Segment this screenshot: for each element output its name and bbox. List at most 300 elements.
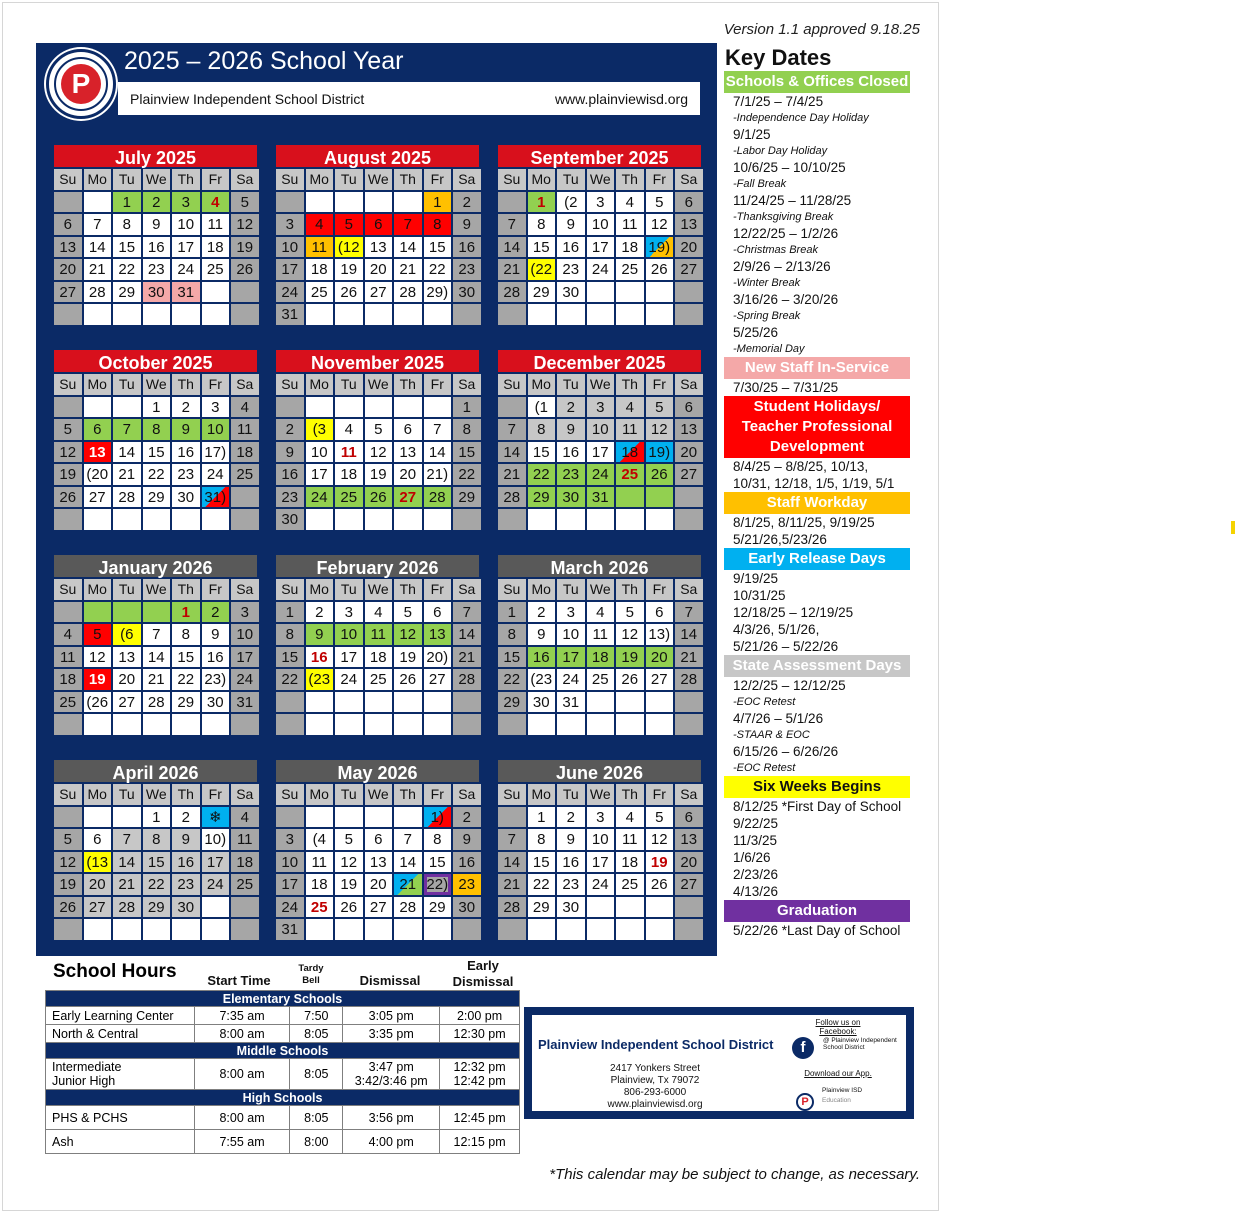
day-cell: 24	[230, 668, 260, 691]
empty-day-cell	[393, 396, 423, 419]
empty-day-cell	[497, 806, 527, 829]
key-date-note: -Memorial Day	[733, 343, 805, 355]
day-cell: 15	[527, 851, 557, 874]
app-label: Download our App.	[804, 1069, 872, 1078]
page-title: 2025 – 2026 School Year	[124, 47, 404, 75]
empty-day-cell	[83, 191, 113, 214]
key-date: 10/31, 12/18, 1/5, 1/19, 5/1	[733, 476, 895, 491]
weekday-header: Fr	[201, 373, 231, 396]
empty-day-cell	[112, 303, 142, 326]
day-cell: 13	[674, 418, 704, 441]
day-cell: 17	[230, 646, 260, 669]
day-cell: 8	[112, 213, 142, 236]
empty-day-cell	[393, 508, 423, 531]
empty-day-cell	[423, 691, 453, 714]
day-cell: 17	[275, 873, 305, 896]
facebook-icon[interactable]: f	[792, 1037, 814, 1059]
empty-day-cell	[423, 918, 453, 941]
empty-day-cell	[53, 191, 83, 214]
day-cell: 5	[230, 191, 260, 214]
weekday-header: Tu	[556, 168, 586, 191]
key-legend-header: Student Holidays/ Teacher Professional Development	[724, 396, 910, 458]
hours-cell: 8:00 am	[194, 1059, 290, 1090]
weekday-header: Fr	[423, 373, 453, 396]
day-cell: 30	[452, 896, 482, 919]
month-title: June 2026	[497, 759, 702, 783]
day-cell: 13	[364, 236, 394, 259]
day-cell: 24	[334, 668, 364, 691]
key-date: 7/30/25 – 7/31/25	[733, 380, 839, 395]
day-cell: 24	[201, 873, 231, 896]
weekday-header: Mo	[83, 578, 113, 601]
day-cell: 27	[423, 668, 453, 691]
day-cell: 7	[142, 623, 172, 646]
hours-row	[46, 1130, 520, 1154]
empty-day-cell	[305, 713, 335, 736]
day-cell: 16	[556, 851, 586, 874]
empty-day-cell	[645, 281, 675, 304]
month-january-2026	[52, 553, 259, 737]
weekday-header: Th	[615, 373, 645, 396]
day-cell: 21	[497, 873, 527, 896]
empty-day-cell	[334, 918, 364, 941]
day-cell: 11	[334, 441, 364, 464]
day-cell: 15	[527, 236, 557, 259]
day-cell: 20)	[423, 646, 453, 669]
weekday-header: Th	[171, 578, 201, 601]
day-cell: 28	[497, 896, 527, 919]
day-cell: 30	[171, 486, 201, 509]
weekday-header: Fr	[423, 168, 453, 191]
col-tardy: Tardy Bell	[298, 963, 324, 986]
day-cell: 10	[275, 851, 305, 874]
empty-day-cell	[615, 508, 645, 531]
empty-day-cell	[497, 508, 527, 531]
day-cell: 29	[112, 281, 142, 304]
hours-cell: 8:05	[290, 1106, 343, 1130]
empty-day-cell	[497, 396, 527, 419]
day-cell: 20	[393, 463, 423, 486]
empty-day-cell	[645, 713, 675, 736]
key-legend-header: Graduation	[724, 900, 910, 922]
weekday-header: Tu	[556, 578, 586, 601]
day-cell: 5	[53, 828, 83, 851]
day-cell: 16	[305, 646, 335, 669]
school-hours-title: School Hours	[53, 961, 177, 982]
day-cell: 11	[53, 646, 83, 669]
key-date: 12/2/25 – 12/12/25	[733, 678, 846, 693]
day-cell: 27	[645, 668, 675, 691]
key-date-note: -STAAR & EOC	[733, 729, 810, 741]
day-cell: 1	[527, 806, 557, 829]
weekday-header: Th	[615, 783, 645, 806]
day-cell: 12	[53, 851, 83, 874]
school-name: North & Central	[46, 1025, 195, 1043]
hours-row	[46, 1106, 520, 1130]
month-title: February 2026	[275, 554, 480, 578]
weekday-header: Mo	[83, 168, 113, 191]
hours-cell: 12:15 pm	[440, 1130, 520, 1154]
day-cell: 16	[527, 646, 557, 669]
day-cell: 22	[112, 258, 142, 281]
day-cell: 7	[423, 418, 453, 441]
empty-day-cell	[201, 918, 231, 941]
day-cell: 26	[53, 896, 83, 919]
day-cell: 9	[556, 213, 586, 236]
day-cell: 8	[142, 418, 172, 441]
day-cell: 30	[556, 486, 586, 509]
day-cell: 14	[497, 236, 527, 259]
day-cell: 19	[53, 873, 83, 896]
hours-section-header: High Schools	[46, 1090, 520, 1106]
school-hours	[45, 958, 520, 1154]
day-cell: 2	[527, 601, 557, 624]
day-cell: (6	[112, 623, 142, 646]
month-november-2025	[274, 348, 481, 532]
day-cell: 28	[393, 896, 423, 919]
key-date: 3/16/26 – 3/20/26	[733, 292, 839, 307]
empty-day-cell	[230, 486, 260, 509]
weekday-header: We	[364, 373, 394, 396]
day-cell: 14	[393, 236, 423, 259]
day-cell: 14	[142, 646, 172, 669]
empty-day-cell	[452, 691, 482, 714]
day-cell: 29	[142, 896, 172, 919]
day-cell: 10	[275, 236, 305, 259]
weekday-header: Tu	[334, 373, 364, 396]
day-cell: 31	[275, 918, 305, 941]
key-date-note: -EOC Retest	[733, 696, 796, 708]
key-date: 11/3/25	[733, 833, 778, 848]
col-early: Early Dismissal	[452, 958, 514, 989]
day-cell: 3	[586, 396, 616, 419]
day-cell: 23	[142, 258, 172, 281]
day-cell: 26	[393, 668, 423, 691]
day-cell: 22	[423, 258, 453, 281]
school-name: Ash	[46, 1130, 195, 1154]
empty-day-cell	[334, 396, 364, 419]
hours-cell: 12:30 pm	[440, 1025, 520, 1043]
hours-cell: 8:00 am	[194, 1106, 290, 1130]
key-date-note: -Winter Break	[733, 277, 801, 289]
day-cell: 1)	[423, 806, 453, 829]
day-cell: 29	[497, 691, 527, 714]
empty-day-cell	[497, 713, 527, 736]
weekday-header: We	[142, 168, 172, 191]
day-cell: 15	[142, 851, 172, 874]
empty-day-cell	[674, 281, 704, 304]
day-cell: 28	[674, 668, 704, 691]
day-cell: 28	[393, 281, 423, 304]
day-cell: 30	[452, 281, 482, 304]
empty-day-cell	[364, 303, 394, 326]
day-cell: 10	[305, 441, 335, 464]
day-cell: 4	[230, 396, 260, 419]
day-cell: 14	[393, 851, 423, 874]
day-cell: 4	[201, 191, 231, 214]
day-cell: 12	[334, 851, 364, 874]
weekday-header: Su	[53, 783, 83, 806]
weekday-header: Fr	[423, 783, 453, 806]
weekday-header: Su	[53, 168, 83, 191]
key-date: 1/6/26	[733, 850, 771, 865]
day-cell: 27	[674, 258, 704, 281]
day-cell: 22	[452, 463, 482, 486]
day-cell: 29	[527, 486, 557, 509]
contact-phone: 806-293-6000	[623, 1087, 687, 1098]
day-cell: 21	[393, 873, 423, 896]
empty-day-cell	[334, 508, 364, 531]
empty-day-cell	[112, 713, 142, 736]
day-cell: (23	[305, 668, 335, 691]
district-contact-box	[524, 1007, 914, 1119]
key-legend-header: State Assessment Days	[724, 655, 910, 677]
day-cell: 24	[201, 463, 231, 486]
day-cell: 10	[334, 623, 364, 646]
weekday-header: Mo	[527, 578, 557, 601]
key-date: 9/1/25	[733, 127, 771, 142]
hours-cell: 8:05	[290, 1059, 343, 1090]
key-date-note: -Spring Break	[733, 310, 801, 322]
app-category: Education	[822, 1097, 851, 1104]
district-name: Plainview Independent School District	[130, 90, 365, 107]
day-cell: 5	[615, 601, 645, 624]
day-cell: 28	[112, 896, 142, 919]
month-days	[53, 783, 258, 941]
month-days	[497, 578, 702, 736]
day-cell: 16	[201, 646, 231, 669]
day-cell: 3	[275, 213, 305, 236]
weekday-header: Fr	[201, 168, 231, 191]
weekday-header: Th	[615, 578, 645, 601]
weekday-header: We	[142, 783, 172, 806]
facebook-handle[interactable]: @ Plainview Independent School District	[823, 1037, 897, 1051]
day-cell: 26	[645, 258, 675, 281]
empty-day-cell	[275, 396, 305, 419]
day-cell: 15	[171, 646, 201, 669]
weekday-header: Sa	[230, 168, 260, 191]
day-cell: 17	[586, 441, 616, 464]
day-cell: 1	[527, 191, 557, 214]
day-cell: 6	[423, 601, 453, 624]
month-february-2026	[274, 553, 481, 737]
day-cell: 11	[615, 213, 645, 236]
day-cell: 9	[142, 213, 172, 236]
empty-day-cell	[201, 303, 231, 326]
day-cell: 3	[586, 191, 616, 214]
empty-day-cell	[112, 806, 142, 829]
day-cell: 1	[275, 601, 305, 624]
key-legend-header: New Staff In-Service	[724, 357, 910, 379]
day-cell: 24	[305, 486, 335, 509]
weekday-header: Th	[171, 783, 201, 806]
day-cell: 10)	[201, 828, 231, 851]
month-title: December 2025	[497, 349, 702, 373]
empty-day-cell	[586, 303, 616, 326]
day-cell: 2	[275, 418, 305, 441]
edge-marker	[1231, 521, 1235, 534]
day-cell: 14	[674, 623, 704, 646]
day-cell: 14	[83, 236, 113, 259]
key-date: 12/22/25 – 1/2/26	[733, 226, 839, 241]
empty-day-cell	[142, 508, 172, 531]
day-cell: 20	[674, 441, 704, 464]
day-cell: 26	[230, 258, 260, 281]
weekday-header: Su	[53, 578, 83, 601]
day-cell: 7	[393, 828, 423, 851]
hours-cell: 12:45 pm	[440, 1106, 520, 1130]
day-cell: 4	[334, 418, 364, 441]
empty-day-cell	[586, 691, 616, 714]
month-days	[497, 783, 702, 941]
weekday-header: Th	[615, 168, 645, 191]
day-cell: 9	[452, 828, 482, 851]
day-cell: 18	[615, 236, 645, 259]
day-cell: 10	[586, 418, 616, 441]
key-date: 9/22/25	[733, 816, 779, 831]
contact-web[interactable]: www.plainviewisd.org	[607, 1099, 703, 1110]
day-cell: 8	[142, 828, 172, 851]
empty-day-cell	[615, 691, 645, 714]
key-date-note: -Thanksgiving Break	[733, 211, 834, 223]
weekday-header: Th	[393, 783, 423, 806]
weekday-header: We	[364, 578, 394, 601]
key-legend-header: Six Weeks Begins	[724, 776, 910, 798]
empty-day-cell	[556, 303, 586, 326]
key-date: 8/1/25, 8/11/25, 9/19/25	[733, 515, 875, 530]
day-cell: 13	[674, 828, 704, 851]
day-cell: 31	[556, 691, 586, 714]
day-cell: 19	[334, 873, 364, 896]
hours-cell: 3:05 pm	[343, 1007, 440, 1025]
empty-day-cell	[334, 191, 364, 214]
month-title: September 2025	[497, 144, 702, 168]
day-cell: 16	[142, 236, 172, 259]
empty-day-cell	[275, 191, 305, 214]
empty-day-cell	[230, 303, 260, 326]
hours-section-header: Elementary Schools	[46, 991, 520, 1007]
key-legend-header: Early Release Days	[724, 548, 910, 570]
weekday-header: Th	[393, 168, 423, 191]
day-cell: 13	[83, 441, 113, 464]
key-date: 5/22/26 *Last Day of School	[733, 923, 901, 938]
day-cell: 19	[334, 258, 364, 281]
weekday-header: Tu	[112, 578, 142, 601]
hours-cell: 7:35 am	[194, 1007, 290, 1025]
weekday-header: Sa	[452, 373, 482, 396]
day-cell: 27	[674, 873, 704, 896]
day-cell: (4	[305, 828, 335, 851]
day-cell: 23)	[201, 668, 231, 691]
weekday-header: Mo	[83, 783, 113, 806]
empty-day-cell	[615, 281, 645, 304]
day-cell: 1	[423, 191, 453, 214]
empty-day-cell	[527, 508, 557, 531]
day-cell: 6	[674, 191, 704, 214]
month-july-2025	[52, 143, 259, 327]
day-cell: 15	[527, 441, 557, 464]
empty-day-cell	[497, 303, 527, 326]
day-cell: 7	[497, 828, 527, 851]
day-cell: 18	[201, 236, 231, 259]
day-cell: 13)	[645, 623, 675, 646]
day-cell: 22	[275, 668, 305, 691]
empty-day-cell	[586, 896, 616, 919]
day-cell: 6	[674, 806, 704, 829]
weekday-header: Mo	[305, 783, 335, 806]
month-days	[275, 578, 480, 736]
day-cell: 28	[452, 668, 482, 691]
day-cell: 13	[393, 441, 423, 464]
day-cell: 17	[334, 646, 364, 669]
weekday-header: Sa	[674, 783, 704, 806]
empty-day-cell	[53, 918, 83, 941]
day-cell: 24	[586, 258, 616, 281]
empty-day-cell	[527, 303, 557, 326]
day-cell: 6	[83, 828, 113, 851]
weekday-header: Fr	[423, 578, 453, 601]
key-date-note: -Christmas Break	[733, 244, 818, 256]
weekday-header: Sa	[452, 168, 482, 191]
day-cell: 21	[112, 463, 142, 486]
app-icon[interactable]: P	[796, 1093, 814, 1111]
day-cell: 11	[305, 236, 335, 259]
district-website[interactable]: www.plainviewisd.org	[554, 90, 688, 107]
weekday-header: Sa	[230, 783, 260, 806]
day-cell: (12	[334, 236, 364, 259]
day-cell: 20	[83, 873, 113, 896]
app-name[interactable]: Plainview ISD	[822, 1087, 863, 1094]
empty-day-cell	[142, 713, 172, 736]
empty-day-cell	[53, 508, 83, 531]
empty-day-cell	[83, 601, 113, 624]
weekday-header: Su	[275, 578, 305, 601]
empty-day-cell	[53, 396, 83, 419]
hours-cell: 7:50	[290, 1007, 343, 1025]
contact-street: 2417 Yonkers Street	[609, 1063, 701, 1074]
day-cell: 18	[305, 873, 335, 896]
day-cell: 16	[452, 851, 482, 874]
facebook-label: Follow us on Facebook:	[815, 1018, 861, 1036]
day-cell: 19	[615, 646, 645, 669]
day-cell: 24	[275, 896, 305, 919]
day-cell: 15	[497, 646, 527, 669]
month-august-2025	[274, 143, 481, 327]
day-cell: 14	[112, 441, 142, 464]
day-cell: 2	[171, 806, 201, 829]
day-cell: 18	[586, 646, 616, 669]
day-cell: 29	[452, 486, 482, 509]
day-cell: 3	[334, 601, 364, 624]
day-cell: 16	[556, 236, 586, 259]
footer-note: *This calendar may be subject to change, as necessary.	[549, 1166, 920, 1183]
day-cell: 18	[334, 463, 364, 486]
day-cell: 26	[645, 463, 675, 486]
day-cell: 16	[275, 463, 305, 486]
day-cell: 15	[112, 236, 142, 259]
empty-day-cell	[275, 806, 305, 829]
day-cell: 7	[83, 213, 113, 236]
key-date: 5/25/26	[733, 325, 779, 340]
day-cell: 28	[497, 486, 527, 509]
empty-day-cell	[674, 918, 704, 941]
day-cell: 23	[556, 873, 586, 896]
day-cell: 28	[423, 486, 453, 509]
day-cell: 21	[112, 873, 142, 896]
empty-day-cell	[527, 713, 557, 736]
day-cell: 12	[230, 213, 260, 236]
empty-day-cell	[112, 601, 142, 624]
